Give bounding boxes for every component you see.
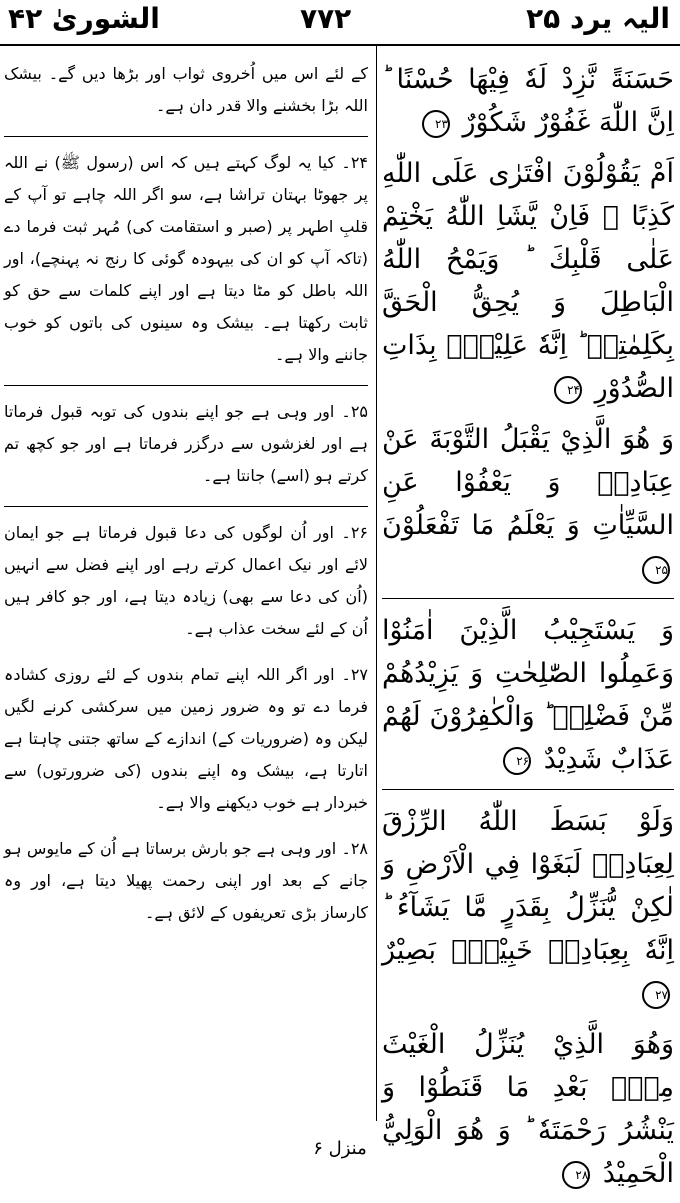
verse-number-marker: ۲۸: [562, 1161, 590, 1189]
verse-number-marker: ۲۶: [503, 747, 531, 775]
arabic-verse: وَلَوْ بَسَطَ اللّٰهُ الرِّزْقَ لِعِبَادِهٖ لَبَغَوْا فِي الْاَرْضِ وَ لٰكِنْ يُّنَزِّلُ بِقَدَرٍ مَّا يَشَآءُ ؕ اِنَّهٗ بِعِبَادِهٖ خَبِيْرٌۢ بَصِيْرٌ ۲۷: [382, 800, 674, 1015]
verse-number-marker: ۲۳: [422, 110, 450, 138]
verse-divider: [382, 789, 674, 790]
urdu-paragraph: ۲۵۔ اور وہی ہے جو اپنے بندوں کی توبہ قبول فرماتا ہے اور لغزشوں سے درگزر فرماتا ہے اور جو کچھ تم کرتے ہو (اسے) جانتا ہے۔: [4, 402, 368, 485]
arabic-verse: اَمْ يَقُوْلُوْنَ افْتَرٰى عَلَى اللّٰهِ كَذِبًا ۚ فَاِنْ يَّشَاِ اللّٰهُ يَخْتِمْ عَلٰى قَلْبِكَ ؕ وَيَمْحُ اللّٰهُ الْبَاطِلَ وَ يُحِقُّ الْحَقَّ بِكَلِمٰتِهٖ ؕ اِنَّهٗ عَلِيْمٌۢ بِذَاتِ الصُّدُوْرِ ۲۴: [382, 158, 674, 404]
urdu-translation-column: [4, 58, 368, 943]
urdu-paragraph: ۲۶۔ اور اُن لوگوں کی دعا قبول فرماتا ہے جو ایمان لائے اور نیک اعمال کرتے رہے اور اپنے فضل سے انہیں (اُن کی دعا سے بھی) زیادہ دیتا ہے، اور جو کافر ہیں اُن کے لئے سخت عذاب ہے۔: [4, 523, 368, 638]
arabic-text-column: [382, 58, 674, 1203]
verse-divider: [382, 598, 674, 599]
arabic-verse: حَسَنَةً نَّزِدْ لَهٗ فِيْهَا حُسْنًا ؕ اِنَّ اللّٰهَ غَفُوْرٌ شَكُوْرٌ ۲۳: [382, 64, 674, 138]
header-divider: [0, 44, 680, 46]
juz-title: الیہ یرد ۲۵: [526, 2, 670, 35]
paragraph-divider: [4, 506, 368, 507]
urdu-paragraph: ۲۷۔ اور اگر اللہ اپنے تمام بندوں کے لئے روزی کشادہ فرما دے تو وہ ضرور زمین میں سرکشی کرنے لگیں لیکن وہ (ضروریات کے) اندازے کے ساتھ جتنی چاہتا ہے اتارتا ہے، بیشک وہ اپنے بندوں (کی ضرورتوں) سے خبردار ہے خوب دیکھنے والا ہے۔: [4, 665, 368, 812]
column-divider: [376, 46, 377, 1121]
arabic-verse: وَ هُوَ الَّذِيْ يَقْبَلُ التَّوْبَةَ عَنْ عِبَادِهٖ وَ يَعْفُوْا عَنِ السَّيِّاٰتِ وَ يَعْلَمُ مَا تَفْعَلُوْنَ ۲۵: [382, 418, 674, 590]
paragraph-divider: [4, 385, 368, 386]
arabic-verse: وَهُوَ الَّذِيْ يُنَزِّلُ الْغَيْثَ مِنْۢ بَعْدِ مَا قَنَطُوْا وَ يَنْشُرُ رَحْمَتَهٗ ؕ وَ هُوَ الْوَلِيُّ الْحَمِيْدُ ۲۸: [382, 1029, 674, 1189]
surah-title: الشوریٰ ۴۲: [8, 2, 160, 35]
page-header: [0, 0, 680, 42]
verse-number-marker: ۲۷: [642, 981, 670, 1009]
urdu-paragraph: کے لئے اس میں اُخروی ثواب اور بڑھا دیں گے۔ بیشک اللہ بڑا بخشنے والا قدر دان ہے۔: [4, 64, 368, 115]
paragraph-divider: [4, 136, 368, 137]
verse-number-marker: ۲۴: [554, 376, 582, 404]
urdu-paragraph: ۲۸۔ اور وہی ہے جو بارش برساتا ہے اُن کے مایوس ہو جانے کے بعد اور اپنی رحمت پھیلا دیتا ہے، اور وہ کارساز بڑی تعریفوں کے لائق ہے۔: [4, 839, 368, 922]
page-number: ۷۷۲: [300, 2, 352, 35]
urdu-paragraph: ۲۴۔ کیا یہ لوگ کہتے ہیں کہ اس (رسول ﷺ) نے اللہ پر جھوٹا بہتان تراشا ہے، سو اگر اللہ چاہے تو آپ کے قلبِ اطہر پر (صبر و استقامت کی) مُہر ثبت فرما دے (تاکہ آپ کو ان کی بیہودہ گوئی کا رنج نہ پہنچے)، اور اللہ باطل کو مٹا دیتا ہے اور اپنے کلمات سے حق کو ثابت رکھتا ہے۔ بیشک وہ سینوں کی باتوں کو خوب جاننے والا ہے۔: [4, 153, 368, 364]
manzil-footer: منزل ۶: [313, 1138, 367, 1159]
verse-number-marker: ۲۵: [642, 556, 670, 584]
arabic-verse: وَ يَسْتَجِيْبُ الَّذِيْنَ اٰمَنُوْا وَعَمِلُوا الصّٰلِحٰتِ وَ يَزِيْدُهُمْ مِّنْ فَضْلِهٖ ؕ وَالْكٰفِرُوْنَ لَهُمْ عَذَابٌ شَدِيْدٌ ۲۶: [382, 615, 674, 775]
